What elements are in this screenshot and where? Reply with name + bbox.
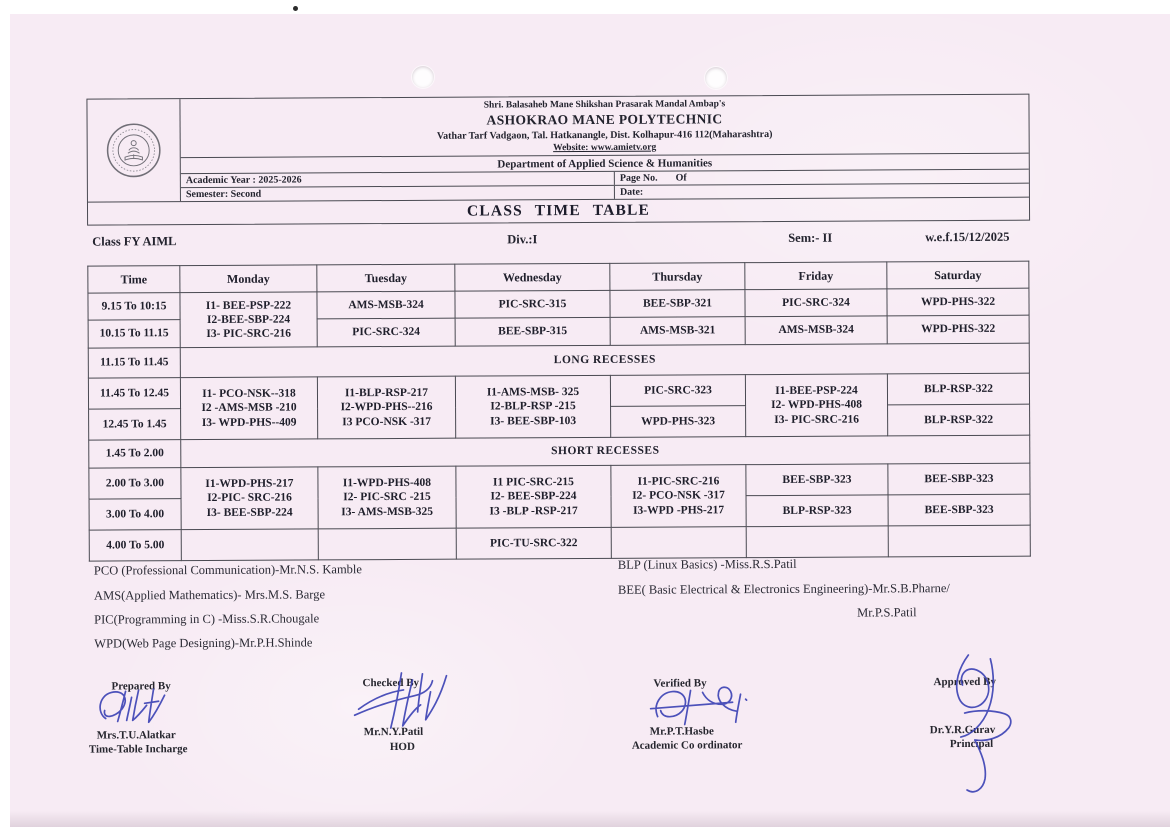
cell-line: I3- BEE-SBP-224 <box>184 505 316 520</box>
time-slot: 11.15 To 11.45 <box>88 348 180 378</box>
col-header-tuesday: Tuesday <box>317 264 455 292</box>
timetable-cell: BEE-SBP-323 <box>888 494 1030 526</box>
timetable-cell: BEE-SBP-321 <box>610 290 745 318</box>
timetable-cell: AMS-MSB-321 <box>610 317 745 346</box>
signatory-name: Mr.P.T.Hasbe <box>650 725 714 737</box>
cell-line: I3- AMS-MSB-325 <box>321 504 454 519</box>
table-row <box>89 463 1030 499</box>
signatory-name: Mrs.T.U.Alatkar <box>97 729 176 741</box>
class-label: Class FY AIML <box>92 234 176 249</box>
cell-line: I2-PIC- SRC-216 <box>183 491 315 506</box>
academic-year: Academic Year : 2025-2026 <box>181 172 615 187</box>
logo-cell <box>87 99 181 201</box>
class-info-row <box>0 229 1169 235</box>
cell-line: I3 PCO-NSK -317 <box>320 414 453 429</box>
col-header-wednesday: Wednesday <box>455 263 610 291</box>
cell-line: I2- PIC-SRC -215 <box>320 490 453 505</box>
long-recess-cell: LONG RECESSES <box>180 343 1029 377</box>
legend-item: BLP (Linux Basics) -Miss.R.S.Patil <box>618 557 797 573</box>
college-seal-icon <box>105 121 163 179</box>
cell-line: I1- PCO-NSK--318 <box>183 387 315 402</box>
cell-line: I1-WPD-PHS-217 <box>183 477 315 492</box>
signature-label: Prepared By <box>111 680 170 692</box>
timetable-cell <box>746 526 888 558</box>
timetable-cell: PIC-TU-SRC-322 <box>456 527 611 559</box>
col-header-friday: Friday <box>745 262 887 290</box>
table-row <box>88 373 1029 409</box>
timetable-cell: AMS-MSB-324 <box>317 291 455 319</box>
timetable-cell: BLP-RSP-323 <box>746 495 888 527</box>
timetable-cell <box>180 292 317 348</box>
signatory-name: Mr.N.Y.Patil <box>364 726 423 738</box>
col-header-saturday: Saturday <box>887 261 1029 289</box>
cell-line: I3 -BLP -RSP-217 <box>459 503 609 518</box>
legend-item: PIC(Programming in C) -Miss.S.R.Chougale <box>94 611 319 627</box>
signature-blocks <box>0 0 1168 3</box>
cell-line: I3- WPD-PHS--409 <box>183 415 315 430</box>
cell-line: I1-AMS-MSB- 325 <box>458 385 608 400</box>
timetable-cell: PIC-SRC-323 <box>610 375 745 407</box>
timetable-cell: PIC-SRC-315 <box>455 290 610 318</box>
subject-legend <box>0 0 1168 3</box>
time-slot: 2.00 To 3.00 <box>89 468 181 499</box>
cell-line: I3- PIC-SRC-216 <box>748 412 885 427</box>
col-header-thursday: Thursday <box>610 263 745 291</box>
cell-line: I1-BEE-PSP-224 <box>748 384 885 399</box>
legend-item: WPD(Web Page Designing)-Mr.P.H.Shinde <box>94 635 312 651</box>
cell-line: I1-BLP-RSP-217 <box>320 386 453 401</box>
legend-item: BEE( Basic Electrical & Electronics Engineering)-Mr.S.B.Pharne/ <box>618 581 950 598</box>
institute-name: ASHOKRAO MANE POLYTECHNIC <box>181 111 1029 132</box>
signature-label: Checked By <box>362 677 419 689</box>
cell-line: I1-WPD-PHS-408 <box>320 476 453 491</box>
cell-line: I3- PIC-SRC-216 <box>183 326 315 341</box>
timetable-cell: WPD-PHS-323 <box>611 406 746 438</box>
cell-line: I1- BEE-PSP-222 <box>182 298 314 313</box>
timetable-cell <box>745 374 887 437</box>
timetable-cell: PIC-SRC-324 <box>317 318 455 347</box>
page-no-label: Page No. <box>620 173 658 184</box>
signature-prepared-by <box>100 689 165 722</box>
col-header-time: Time <box>88 266 180 293</box>
timetable-cell <box>181 529 318 561</box>
time-slot: 4.00 To 5.00 <box>89 530 181 561</box>
cell-line: I3- BEE-SBP-103 <box>458 413 608 428</box>
signatory-role: HOD <box>390 741 415 753</box>
signatory-role: Time-Table Incharge <box>89 743 188 756</box>
signatory-role: Principal <box>950 738 993 750</box>
time-slot: 9.15 To 10:15 <box>88 293 180 320</box>
semester-short-label: Sem:- II <box>788 231 832 246</box>
timetable-cell <box>611 527 746 559</box>
time-slot: 10.15 To 11.15 <box>88 320 180 348</box>
timetable-cell <box>317 376 455 439</box>
timetable-cell: BEE-SBP-323 <box>888 463 1030 495</box>
legend-item: AMS(Applied Mathematics)- Mrs.M.S. Barge <box>94 587 325 603</box>
table-row <box>88 343 1029 378</box>
time-slot: 12.45 To 1.45 <box>89 409 181 440</box>
signatory-name: Dr.Y.R.Gurav <box>930 724 996 736</box>
cell-line: I1 PIC-SRC-215 <box>458 475 608 490</box>
timetable-cell <box>318 528 456 560</box>
timetable-cell <box>181 467 318 530</box>
header-box <box>86 94 1030 226</box>
cell-line: I2-BEE-SBP-224 <box>183 312 315 327</box>
col-header-monday: Monday <box>180 265 317 293</box>
timetable-cell: WPD-PHS-322 <box>887 288 1029 316</box>
short-recess-cell: SHORT RECESSES <box>181 435 1030 467</box>
timetable-cell: PIC-SRC-324 <box>745 289 887 317</box>
website-line: Website: www.amietv.org <box>181 141 1029 158</box>
signature-label: Verified By <box>653 677 706 689</box>
timetable-cell <box>455 375 610 438</box>
timetable <box>87 261 1031 562</box>
date-label: Date: <box>620 187 643 198</box>
semester-label: Semester: Second <box>181 186 615 201</box>
cell-line: I2- PCO-NSK -317 <box>613 489 743 504</box>
timetable-cell <box>318 466 456 529</box>
legend-item: PCO (Professional Communication)-Mr.N.S. Kamble <box>94 562 362 578</box>
cell-line: I2- WPD-PHS-408 <box>748 398 885 413</box>
signature-verified-by <box>651 687 747 725</box>
page-title: CLASS TIME TABLE <box>88 197 1029 225</box>
cell-line: I2-BLP-RSP -215 <box>458 399 608 414</box>
cell-line: I1-PIC-SRC-216 <box>613 475 743 490</box>
signature-label: Approved By <box>933 676 996 688</box>
legend-item: Mr.P.S.Patil <box>857 605 916 620</box>
wef-date: w.e.f.15/12/2025 <box>925 230 1009 245</box>
division-label: Div.:I <box>507 232 537 247</box>
timetable-cell: BLP-RSP-322 <box>887 373 1029 405</box>
cell-line: I2- BEE-SBP-224 <box>458 489 608 504</box>
timetable-cell: BLP-RSP-322 <box>888 404 1030 436</box>
timetable-cell: BEE-SBP-323 <box>746 464 888 496</box>
time-slot: 1.45 To 2.00 <box>89 440 181 468</box>
institute-address: Vathar Tarf Vadgaon, Tal. Hatkanangle, Dist. Kolhapur-416 112(Maharashtra) <box>181 128 1029 145</box>
timetable-cell: AMS-MSB-324 <box>745 316 887 345</box>
department-name: Department of Applied Science & Humanities <box>181 154 1029 174</box>
timetable-cell: WPD-PHS-322 <box>887 315 1029 344</box>
timetable-cell <box>456 465 611 528</box>
signatory-role: Academic Co ordinator <box>632 739 743 752</box>
time-slot: 11.45 To 12.45 <box>88 378 180 409</box>
time-slot: 3.00 To 4.00 <box>89 499 181 530</box>
timetable-cell: BEE-SBP-315 <box>455 317 610 346</box>
trust-name: Shri. Balasaheb Mane Shikshan Prasarak Mandal Ambap's <box>180 95 1028 115</box>
cell-line: I3-WPD -PHS-217 <box>614 503 744 518</box>
cell-line: I2-WPD-PHS--216 <box>320 400 453 415</box>
timetable-cell <box>611 465 746 528</box>
timetable-cell <box>888 525 1030 557</box>
table-row <box>89 525 1030 561</box>
timetable-cell <box>180 377 317 440</box>
cell-line: I2 -AMS-MSB -210 <box>183 401 315 416</box>
page-of-label: Of <box>676 172 687 183</box>
